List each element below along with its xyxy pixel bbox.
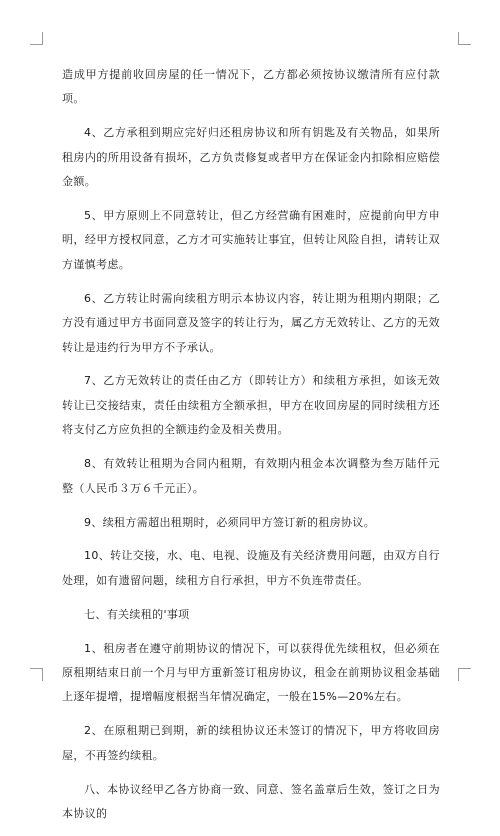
paragraph: 4、乙方承租到期应完好归还租房协议和所有钥匙及有关物品，如果所租房内的所用设备有损坏，乙方负责修复或者甲方在保证金内扣除相应赔偿金额。	[62, 126, 440, 189]
paragraph: 6、乙方转让时需向续租方明示本协议内容，转让期为租期内期限；乙方没有通过甲方书面同意及签字的转让行为，属乙方无效转让、乙方的无效转让是违约行为甲方不予承认。	[62, 291, 440, 354]
document-body	[62, 63, 440, 836]
crop-mark-top-right	[458, 32, 471, 45]
crop-mark-bottom-right	[458, 668, 471, 681]
paragraph: 10、转让交接，水、电、电视、设施及有关经济费用问题，由双方自行处理，如有遗留问题，续租方自行承担，甲方不负连带责任。	[62, 549, 440, 587]
paragraph: 7、乙方无效转让的责任由乙方（即转让方）和续租方承担，如该无效转让已交接结束，责任由续租方全额承担，甲方在收回房屋的同时续租方还将支付乙方应负担的全额违约金及相关费用。	[62, 374, 440, 437]
section-heading: 七、有关续租的'事项	[84, 607, 190, 621]
crop-mark-bottom-left	[30, 668, 43, 681]
section-heading: 八、本协议经甲乙各方协商一致、同意、签名盖章后生效，签订之日为本协议的	[62, 782, 440, 821]
paragraph: 5、甲方原则上不同意转让，但乙方经营确有困难时，应提前向甲方申明，经甲方授权同意，乙方才可实施转让事宜，但转让风险自担，请转让双方谨慎考虑。	[62, 209, 440, 271]
crop-mark-top-left	[30, 32, 43, 45]
paragraph: 2、在原租期已到期，新的续租协议还未签订的情况下，甲方将收回房屋，不再签约续租。	[62, 724, 440, 762]
paragraph: 9、续租方需超出租期时，必须同甲方签订新的租房协议。	[84, 515, 376, 529]
paragraph: 造成甲方提前收回房屋的任一情况下，乙方都必须按协议缴清所有应付款项。	[62, 68, 440, 106]
paragraph: 1、租房者在遵守前期协议的情况下，可以获得优先续租权，但必须在原租期结束日前一个月与甲方重新签订租房协议，租金在前期协议租金基础上逐年提增，提增幅度根据当年情况确定，一般在15%—20%左右。	[62, 641, 440, 704]
paragraph: 8、有效转让租期为合同内租期，有效期内租金本次调整为叁万陆仟元整（人民币３万６千元正）。	[62, 457, 440, 495]
